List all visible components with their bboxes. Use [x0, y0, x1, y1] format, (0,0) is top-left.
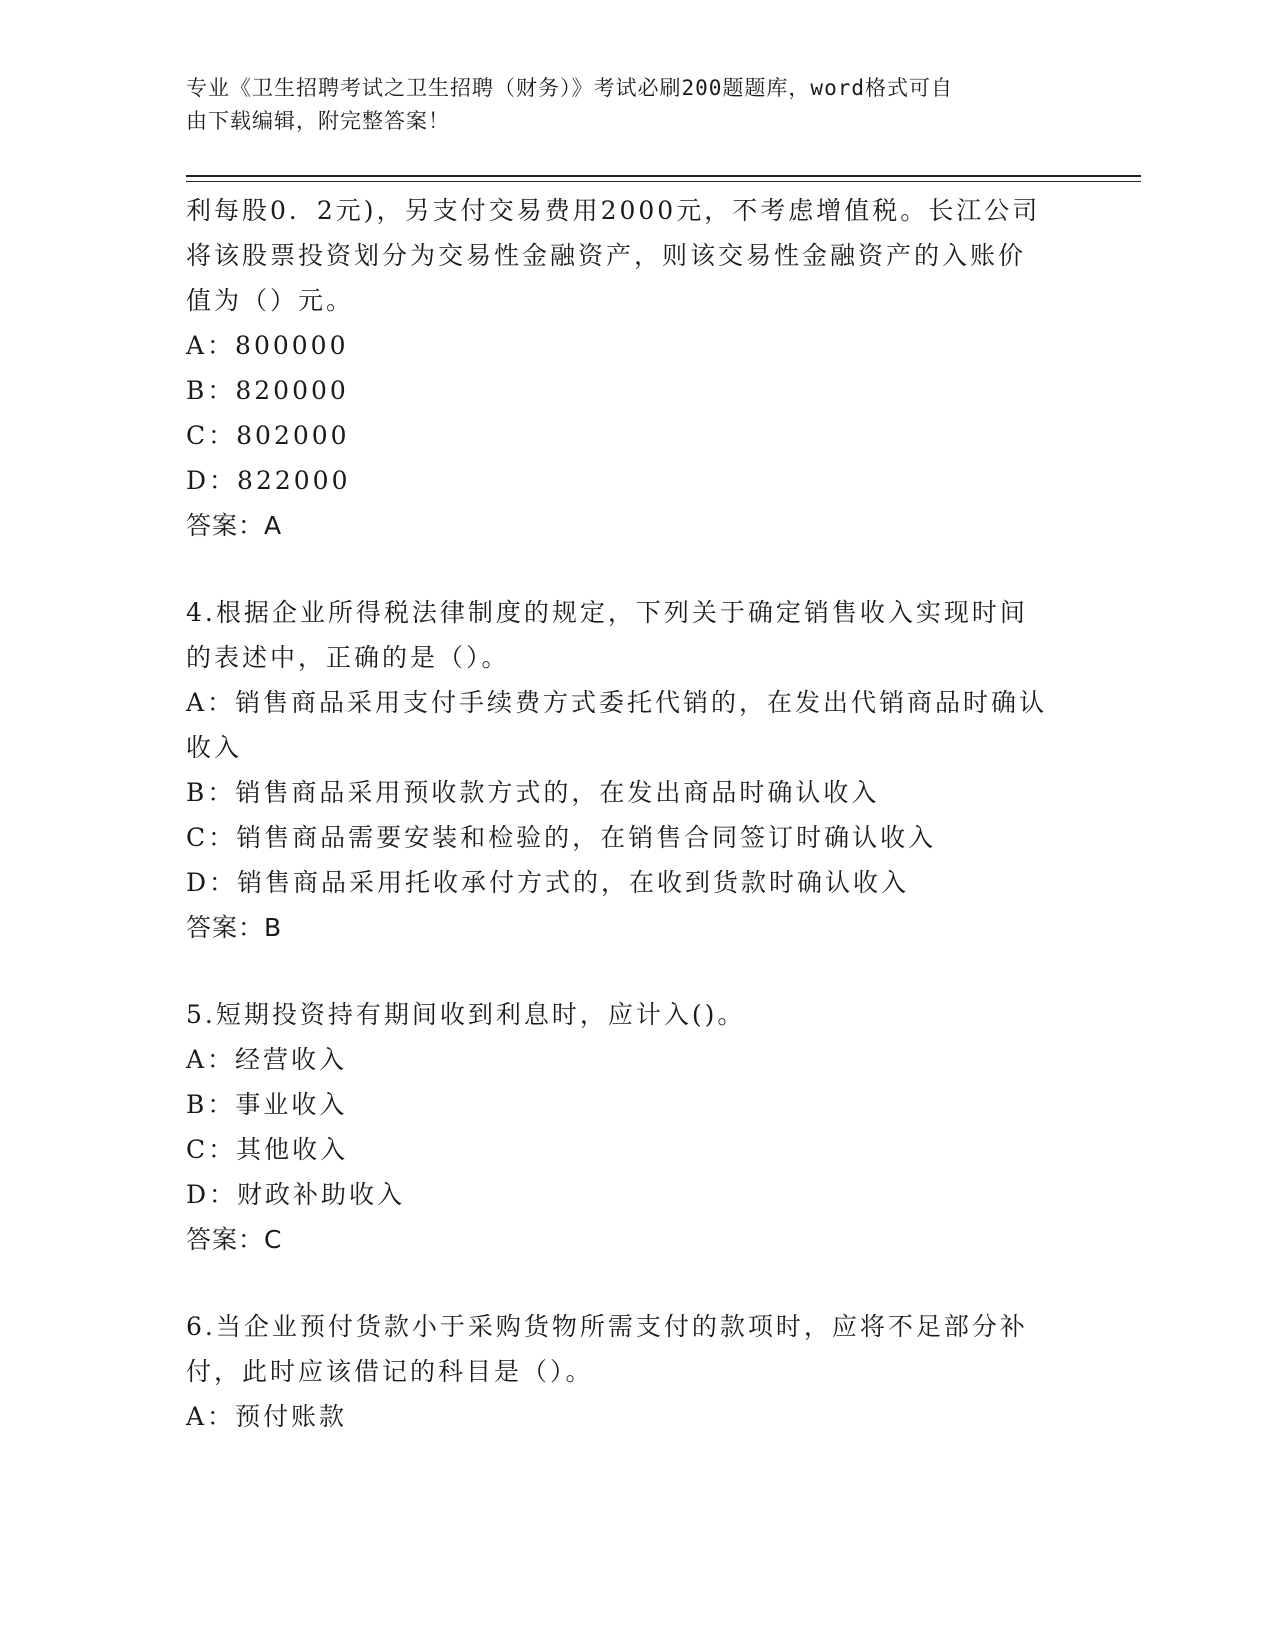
- question-text-line: 利每股0．2元)，另支付交易费用2000元，不考虑增值税。长江公司: [186, 196, 1041, 225]
- question-text-line: 4.根据企业所得税法律制度的规定，下列关于确定销售收入实现时间: [186, 598, 1028, 627]
- option-b: B：820000: [186, 376, 349, 405]
- option-b: B：事业收入: [186, 1090, 348, 1119]
- question-3: [186, 188, 1066, 548]
- header-title-line-1: 专业《卫生招聘考试之卫生招聘（财务）》考试必刷200题题库，word格式可自: [186, 76, 953, 100]
- option-a: A：经营收入: [186, 1045, 348, 1074]
- option-d: D：822000: [186, 466, 351, 495]
- page-header: [186, 72, 1066, 138]
- option-c: C：销售商品需要安装和检验的，在销售合同签订时确认收入: [186, 823, 937, 852]
- option-a: A：800000: [186, 331, 349, 360]
- question-6: [186, 1304, 1066, 1439]
- question-text-line: 值为（）元。: [186, 286, 355, 315]
- question-5: [186, 992, 1066, 1262]
- header-title-line-2: 由下载编辑，附完整答案！: [186, 109, 450, 133]
- question-text-line: 的表述中，正确的是（）。: [186, 643, 510, 672]
- question-text-line: 将该股票投资划分为交易性金融资产，则该交易性金融资产的入账价: [186, 241, 1027, 270]
- option-c: C：其他收入: [186, 1135, 349, 1164]
- option-b: B：销售商品采用预收款方式的，在发出商品时确认收入: [186, 778, 880, 807]
- header-divider-thin: [186, 181, 1141, 182]
- question-text-line: 付，此时应该借记的科目是（）。: [186, 1357, 594, 1386]
- option-d: D：销售商品采用托收承付方式的，在收到货款时确认收入: [186, 868, 910, 897]
- question-text-line: 6.当企业预付货款小于采购货物所需支付的款项时，应将不足部分补: [186, 1312, 1028, 1341]
- option-a: A：预付账款: [186, 1402, 348, 1431]
- header-divider: [186, 175, 1141, 177]
- option-a-continued: 收入: [186, 733, 243, 762]
- option-a: A：销售商品采用支付手续费方式委托代销的，在发出代销商品时确认: [186, 688, 1048, 717]
- option-c: C：802000: [186, 421, 350, 450]
- option-d: D：财政补助收入: [186, 1180, 406, 1209]
- question-4: [186, 590, 1066, 950]
- document-body: [186, 188, 1066, 1439]
- answer: 答案：A: [186, 511, 283, 540]
- question-text-line: 5.短期投资持有期间收到利息时，应计入()。: [186, 1000, 746, 1029]
- answer: 答案：C: [186, 1225, 283, 1254]
- answer: 答案：B: [186, 913, 283, 942]
